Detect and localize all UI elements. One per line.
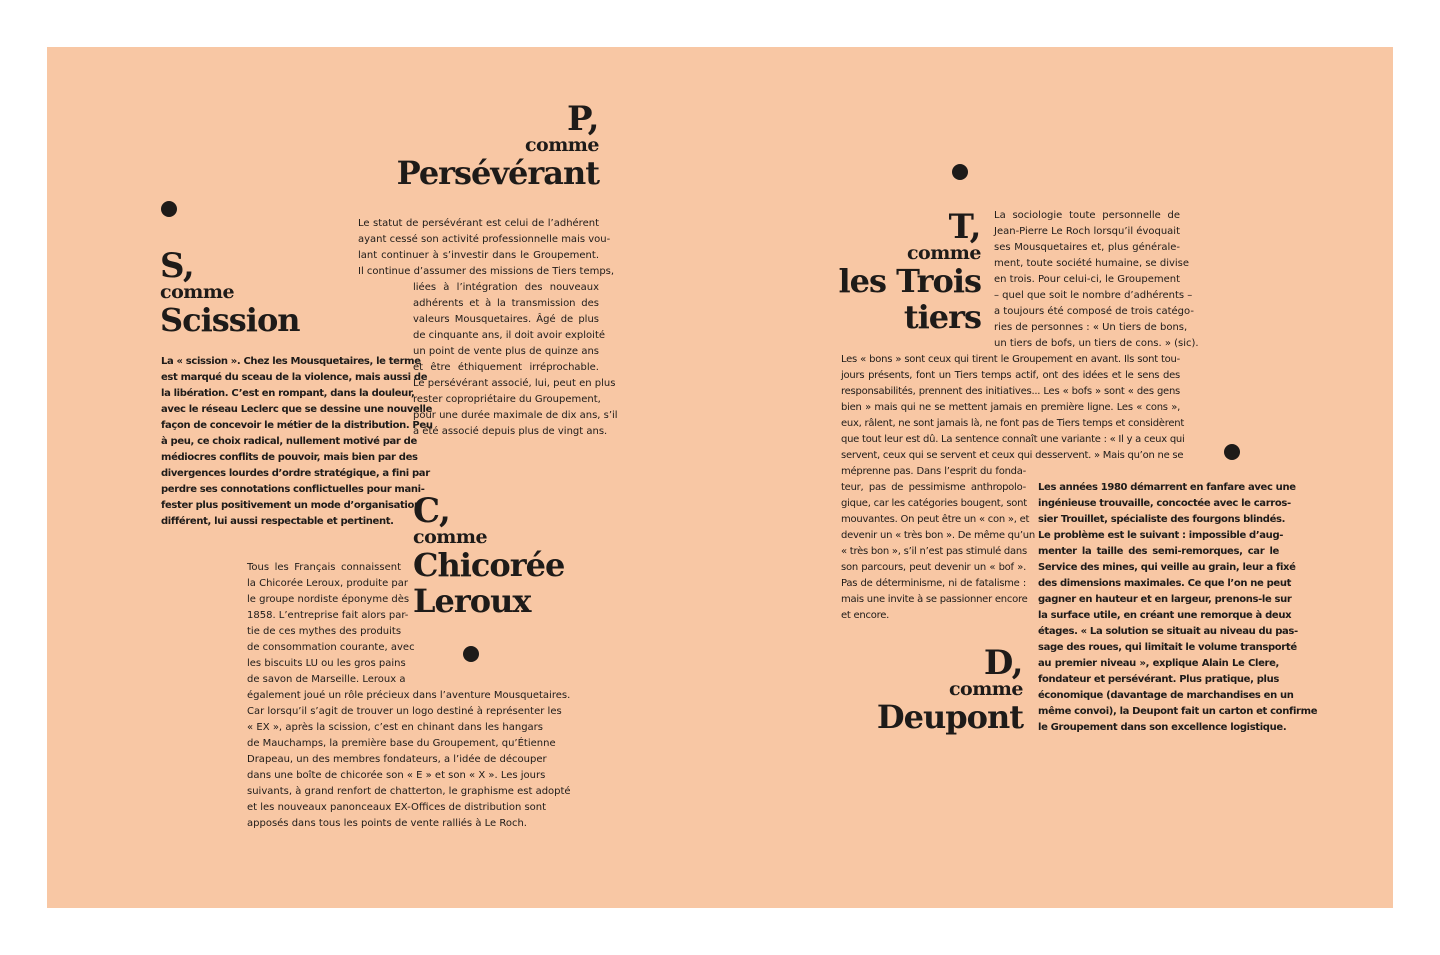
text-line: médiocres conflits de pouvoir, mais bien par des bbox=[161, 452, 418, 463]
text-line: méprenne pas. Dans l’esprit du fonda- bbox=[841, 466, 1026, 477]
heading-scission bbox=[160, 246, 360, 339]
text-line: pour une durée maximale de dix ans, s’il bbox=[413, 410, 618, 421]
heading-comme: comme bbox=[948, 678, 1023, 700]
text-line: La « scission ». Chez les Mousquetaires, le terme bbox=[161, 356, 421, 367]
text-line: le Groupement dans son excellence logistique. bbox=[1038, 722, 1287, 733]
text-line: Les années 1980 démarrent en fanfare avec une bbox=[1038, 482, 1296, 493]
heading-word: Persévérant bbox=[396, 154, 599, 192]
text-line: sier Trouillet, spécialiste des fourgons blindés. bbox=[1038, 514, 1286, 525]
text-line: eux, râlent, ne sont jamais là, ne font pas de Tiers temps et considèrent bbox=[841, 418, 1185, 429]
text-line: « EX », après la scission, c’est en chinant dans les hangars bbox=[247, 722, 543, 733]
text-line: mouvantes. On peut être un « con », et bbox=[841, 514, 1030, 525]
text-line: un point de vente plus de quinze ans bbox=[413, 346, 599, 357]
text-line: façon de concevoir le métier de la distribution. Peu bbox=[161, 420, 433, 431]
text-line: même convoi), la Deupont fait un carton et confirme bbox=[1038, 706, 1318, 717]
text-line: son parcours, peut devenir un « bof ». bbox=[841, 562, 1026, 573]
text-line: fondateur et persévérant. Plus pratique, plus bbox=[1038, 674, 1279, 685]
text-line: que tout leur est dû. La sentence connaît une variante : « Il y a ceux qui bbox=[841, 434, 1185, 445]
text-line: également joué un rôle précieux dans l’aventure Mousquetaires. bbox=[247, 690, 571, 701]
text-trois-tiers-intro bbox=[994, 208, 1199, 352]
text-line: la Chicorée Leroux, produite par bbox=[247, 578, 409, 589]
text-line: valeurs Mousquetaires. Âgé de plus bbox=[413, 314, 599, 325]
text-line: la libération. C’est en rompant, dans la douleur, bbox=[161, 388, 415, 399]
text-line: économique (davantage de marchandises en un bbox=[1038, 690, 1294, 701]
text-line: et être éthiquement irréprochable. bbox=[413, 362, 599, 373]
text-line: fester plus positivement un mode d’organisation bbox=[161, 500, 421, 511]
text-line: bien » mais qui ne se mettent jamais en première ligne. Les « cons », bbox=[841, 402, 1180, 413]
bullet-dot bbox=[952, 164, 968, 180]
text-line: et encore. bbox=[841, 610, 890, 621]
text-line: Car lorsqu’il s’agit de trouver un logo destiné à représenter les bbox=[247, 706, 562, 717]
text-line: des dimensions maximales. Ce que l’on ne peut bbox=[1038, 578, 1292, 589]
text-line: à peu, ce choix radical, nullement motivé par de bbox=[161, 436, 417, 447]
page-spread bbox=[47, 47, 1393, 908]
text-scission bbox=[161, 354, 433, 530]
text-line: Il continue d’assumer des missions de Tiers temps, bbox=[358, 266, 615, 277]
heading-word: Scission bbox=[160, 301, 300, 339]
heading-letter: S, bbox=[160, 246, 195, 286]
text-line: différent, lui aussi respectable et pertinent. bbox=[161, 516, 394, 527]
bullet-dot bbox=[161, 201, 177, 217]
text-line: adhérents et à la transmission des bbox=[413, 298, 599, 309]
text-line: de consommation courante, avec bbox=[247, 642, 415, 653]
text-line: de cinquante ans, il doit avoir exploité bbox=[413, 330, 606, 341]
text-line: ingénieuse trouvaille, concoctée avec le carros- bbox=[1038, 498, 1291, 509]
text-line: servent, ceux qui se servent et ceux qui desservent. » Mais qu’on ne se bbox=[841, 450, 1184, 461]
text-line: un tiers de bofs, un tiers de cons. » (sic). bbox=[994, 338, 1199, 349]
text-line: mais une invite à se passionner encore bbox=[841, 594, 1028, 605]
text-line: ses Mousquetaires et, plus générale- bbox=[994, 242, 1180, 253]
text-line: Jean-Pierre Le Roch lorsqu’il évoquait bbox=[994, 226, 1180, 237]
text-line: Tous les Français connaissent bbox=[247, 562, 401, 573]
text-line: étages. « La solution se situait au niveau du pas- bbox=[1038, 626, 1298, 637]
text-line: perdre ses connotations conflictuelles pour mani- bbox=[161, 484, 425, 495]
text-line: Le problème est le suivant : impossible d’aug- bbox=[1038, 530, 1284, 541]
text-chicoree-leroux bbox=[247, 560, 571, 832]
text-line: a toujours été composé de trois catégo- bbox=[994, 306, 1194, 317]
text-line: Service des mines, qui veille au grain, leur a fixé bbox=[1038, 562, 1296, 573]
text-deupont bbox=[1038, 480, 1318, 736]
heading-comme: comme bbox=[906, 242, 981, 264]
heading-letter: D, bbox=[983, 643, 1023, 683]
text-line: Le statut de persévérant est celui de l’adhérent bbox=[358, 218, 599, 229]
text-line: la surface utile, en créant une remorque à deux bbox=[1038, 610, 1292, 621]
text-line: Les « bons » sont ceux qui tirent le Groupement en avant. Ils sont tou- bbox=[841, 354, 1180, 365]
text-line: le groupe nordiste éponyme dès bbox=[247, 594, 410, 605]
text-line: et les nouveaux panonceaux EX-Offices de distribution sont bbox=[247, 802, 547, 813]
heading-letter: T, bbox=[948, 207, 981, 247]
text-line: apposés dans tous les points de vente ralliés à Le Roch. bbox=[247, 818, 527, 829]
text-line: en trois. Pour celui-ci, le Groupement bbox=[994, 274, 1181, 285]
heading-trois-tiers bbox=[817, 207, 981, 336]
text-line: « très bon », s’il n’est pas stimulé dans bbox=[841, 546, 1027, 557]
heading-letter: P, bbox=[566, 99, 599, 139]
text-line: suivants, à grand renfort de chatterton, le graphisme est adopté bbox=[247, 786, 571, 797]
heading-letter: C, bbox=[413, 491, 451, 531]
text-line: Pas de déterminisme, ni de fatalisme : bbox=[841, 578, 1026, 589]
text-line: Drapeau, un des membres fondateurs, a l’idée de découper bbox=[247, 754, 547, 765]
text-line: teur, pas de pessimisme anthropolo- bbox=[841, 482, 1026, 493]
text-line: Le persévérant associé, lui, peut en plus bbox=[413, 378, 616, 389]
text-line: avec le réseau Leclerc que se dessine une nouvelle bbox=[161, 404, 433, 415]
heading-word: Chicorée bbox=[413, 546, 565, 584]
text-line: de savon de Marseille. Leroux a bbox=[247, 674, 406, 685]
text-line: dans une boîte de chicorée son « E » et son « X ». Les jours bbox=[247, 770, 546, 781]
text-line: ayant cessé son activité professionnelle mais vou- bbox=[358, 234, 611, 245]
text-line: gagner en hauteur et en largeur, prenons-le sur bbox=[1038, 594, 1292, 605]
heading-word: les Trois bbox=[838, 262, 981, 300]
heading-word: tiers bbox=[903, 298, 981, 336]
text-line: gique, car les catégories bougent, sont bbox=[841, 498, 1027, 509]
text-line: menter la taille des semi-remorques, car le bbox=[1038, 546, 1279, 557]
text-line: est marqué du sceau de la violence, mais aussi de bbox=[161, 372, 428, 383]
text-line: les biscuits LU ou les gros pains bbox=[247, 658, 406, 669]
heading-deupont bbox=[847, 643, 1023, 736]
text-line: lant continuer à s’investir dans le Groupement. bbox=[358, 250, 599, 261]
text-line: responsabilités, prennent des initiatives... Les « bofs » sont « des gens bbox=[841, 386, 1180, 397]
text-line: 1858. L’entreprise fait alors par- bbox=[247, 610, 409, 621]
text-line: La sociologie toute personnelle de bbox=[994, 210, 1180, 221]
text-line: jours présents, font un Tiers temps actif, ont des idées et le sens des bbox=[841, 370, 1180, 381]
heading-perseverant bbox=[337, 99, 599, 192]
heading-word: Leroux bbox=[413, 582, 531, 620]
text-line: – quel que soit le nombre d’adhérents – bbox=[994, 290, 1193, 301]
text-line: tie de ces mythes des produits bbox=[247, 626, 402, 637]
text-line: rester copropriétaire du Groupement, bbox=[413, 394, 601, 405]
text-line: divergences lourdes d’ordre stratégique, a fini par bbox=[161, 468, 430, 479]
text-line: au premier niveau », explique Alain Le Clere, bbox=[1038, 658, 1279, 669]
heading-word: Deupont bbox=[876, 698, 1023, 736]
text-line: ment, toute société humaine, se divise bbox=[994, 258, 1190, 269]
text-line: de Mauchamps, la première base du Groupement, qu’Étienne bbox=[247, 738, 556, 749]
heading-comme: comme bbox=[413, 526, 488, 548]
bullet-dot bbox=[1224, 444, 1240, 460]
heading-comme: comme bbox=[160, 281, 235, 303]
text-line: ries de personnes : « Un tiers de bons, bbox=[994, 322, 1188, 333]
text-line: a été associé depuis plus de vingt ans. bbox=[413, 426, 608, 437]
heading-comme: comme bbox=[524, 134, 599, 156]
text-line: liées à l’intégration des nouveaux bbox=[413, 282, 599, 293]
text-line: sage des roues, qui limitait le volume transporté bbox=[1038, 642, 1297, 653]
text-line: devenir un « très bon ». De même qu’un bbox=[841, 530, 1035, 541]
